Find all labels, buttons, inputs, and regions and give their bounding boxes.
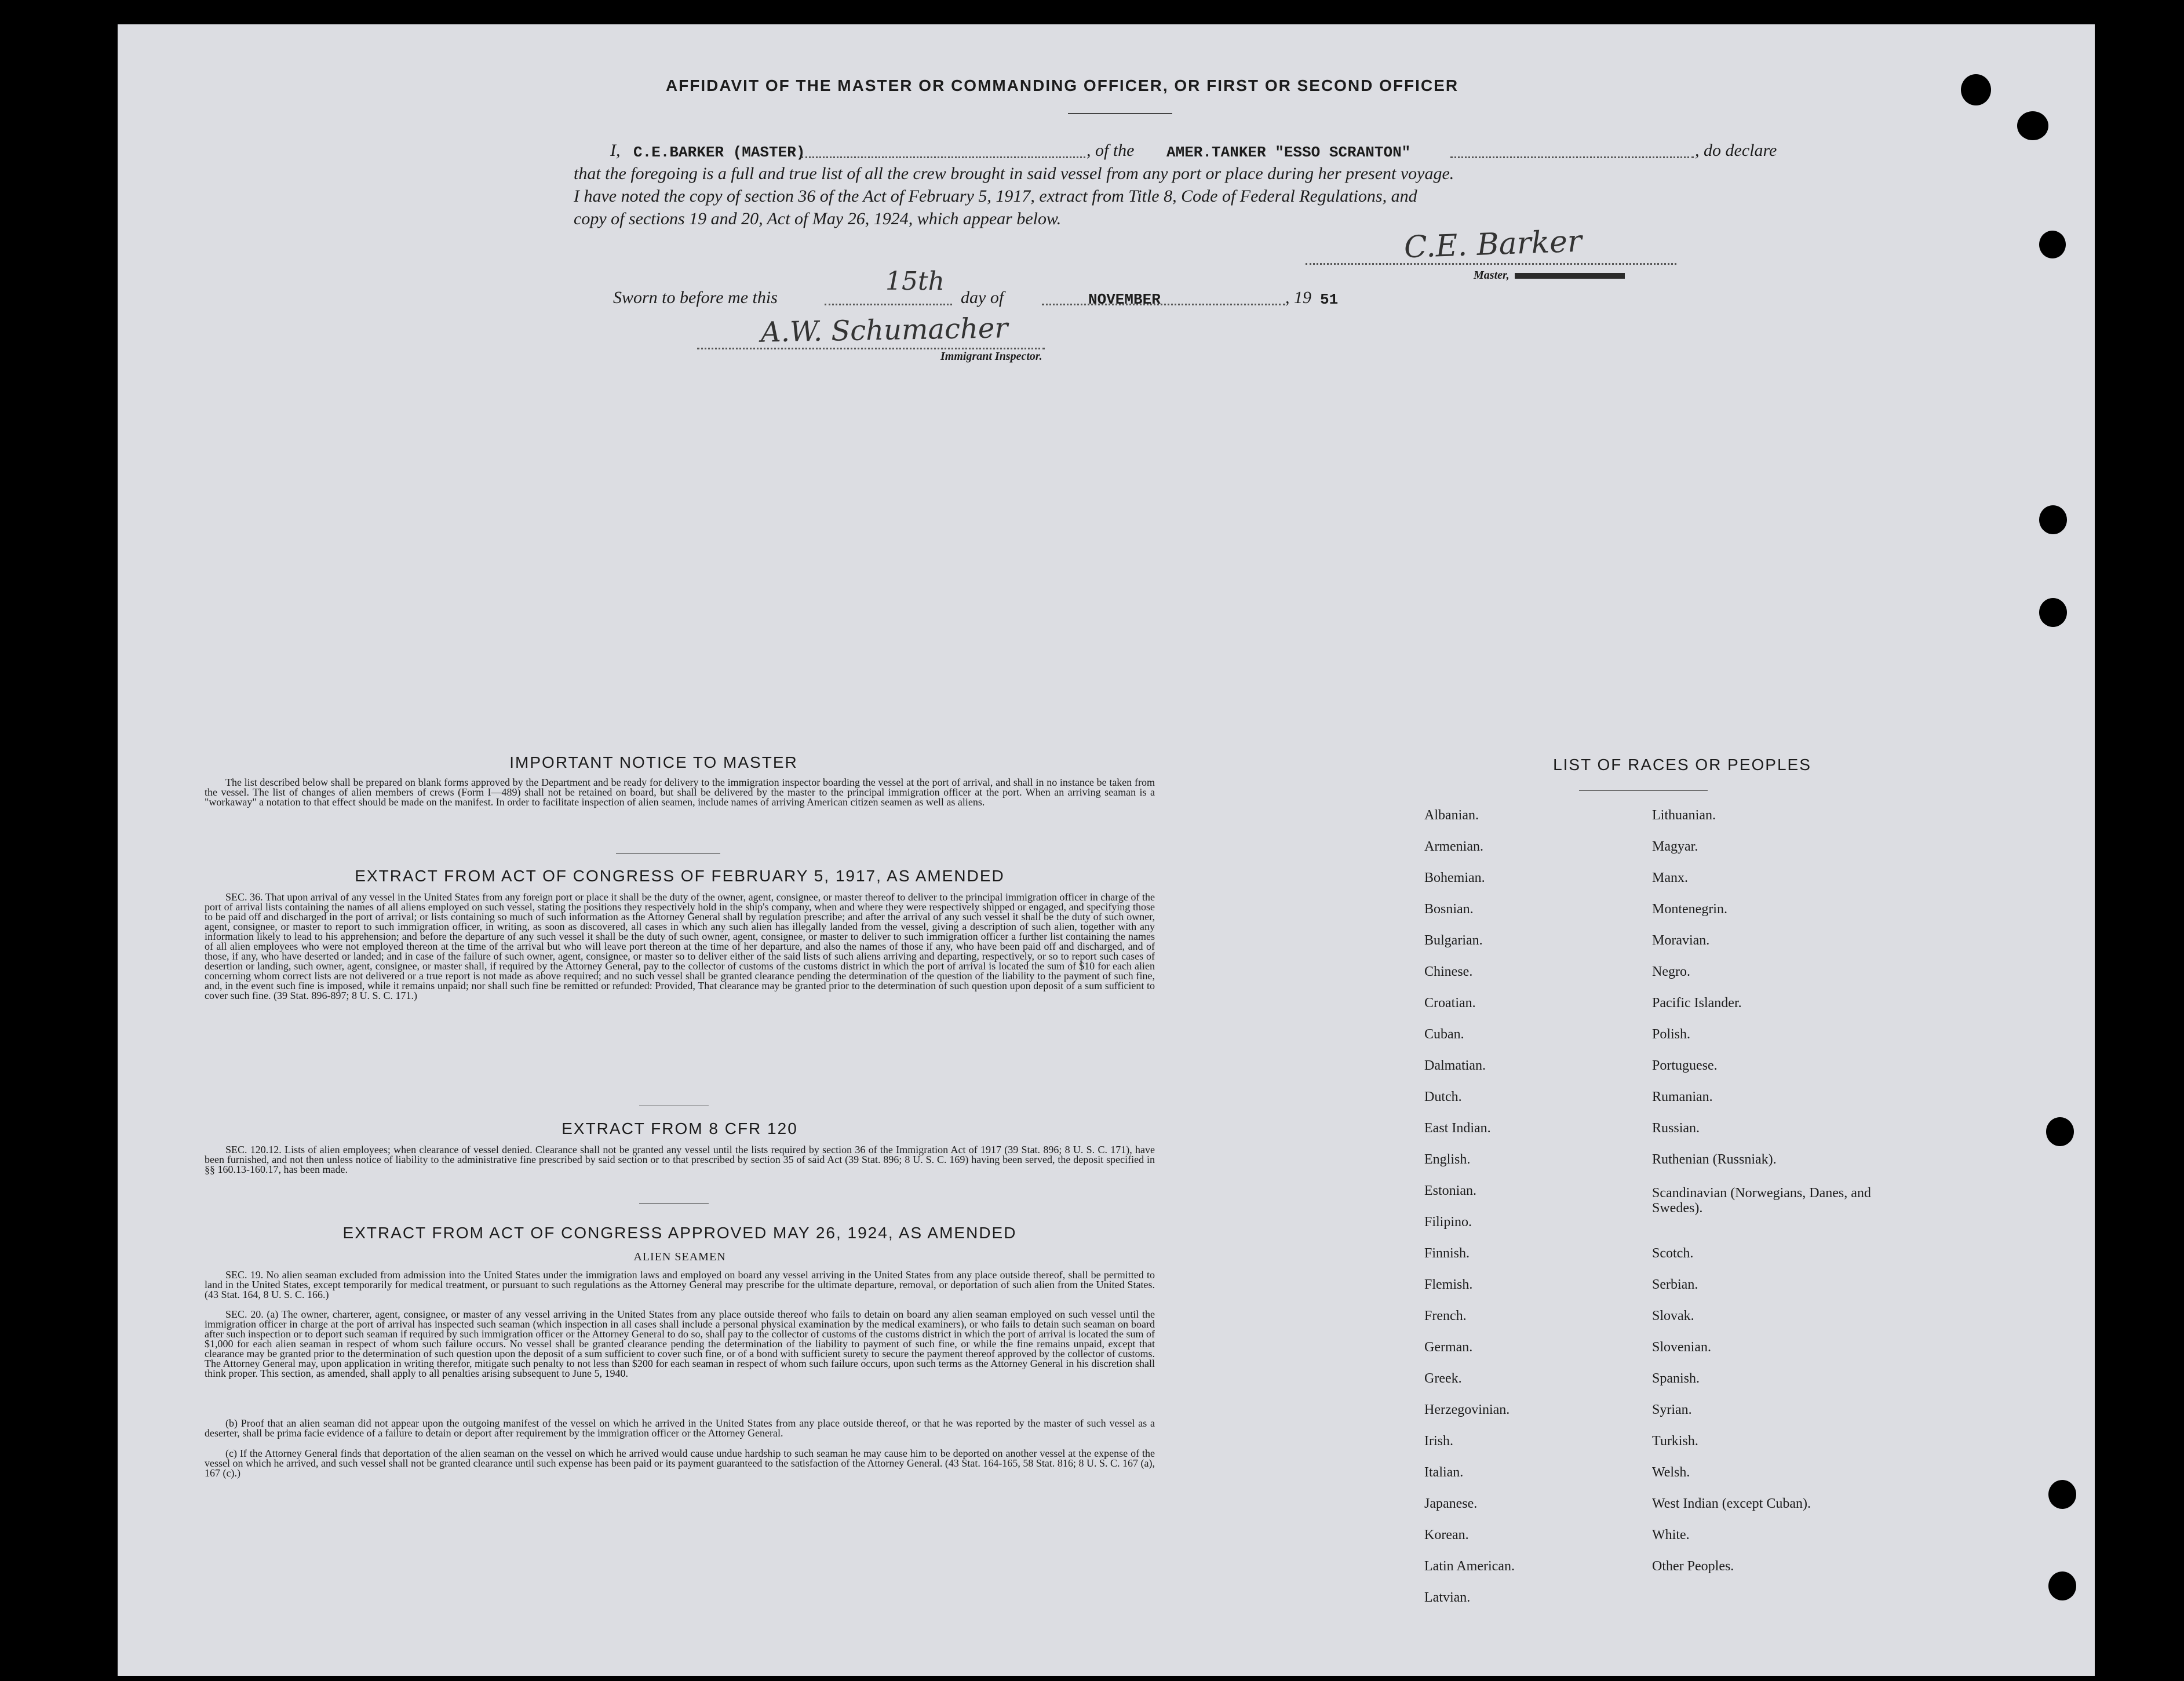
- punch-hole: [2039, 598, 2067, 627]
- race-item: Latvian.: [1424, 1590, 1471, 1605]
- race-item: Slovenian.: [1652, 1340, 1711, 1355]
- punch-hole: [2048, 1571, 2076, 1600]
- race-item: Other Peoples.: [1652, 1559, 1734, 1574]
- race-item: Turkish.: [1652, 1434, 1698, 1449]
- race-item: Ruthenian (Russniak).: [1652, 1152, 1777, 1167]
- race-item: West Indian (except Cuban).: [1652, 1496, 1811, 1511]
- extract1917-heading: EXTRACT FROM ACT OF CONGRESS OF FEBRUARY 5, 1917, AS AMENDED: [355, 867, 1005, 885]
- extract1924-sec20c: (c) If the Attorney General finds that deportation of the alien seaman on the vessel on which he arrived would cause undue hardship to such seaman he may cause him to be deported on another vessel at the expense of the vessel on which he arrived, and such vessel shall not be granted clearance until such expense has been paid or its payment guaranteed to the satisfaction of the Attorney General. (43 Stat. 164-165, 58 Stat. 816; 8 U. S. C. 167 (a), 167 (c).): [205, 1447, 1155, 1479]
- race-item: Portuguese.: [1652, 1058, 1718, 1073]
- race-item: Bosnian.: [1424, 902, 1474, 917]
- race-item: Albanian.: [1424, 808, 1479, 823]
- race-item: Estonian.: [1424, 1183, 1476, 1198]
- race-item: Serbian.: [1652, 1277, 1698, 1292]
- race-item: English.: [1424, 1152, 1471, 1167]
- sworn-line: [613, 267, 1482, 315]
- race-item: Manx.: [1652, 870, 1688, 885]
- race-item: Croatian.: [1424, 996, 1476, 1011]
- race-item: Lithuanian.: [1652, 808, 1716, 823]
- extract1924-subheading: ALIEN SEAMEN: [633, 1250, 726, 1263]
- notice-heading: IMPORTANT NOTICE TO MASTER: [509, 753, 798, 771]
- race-item: Korean.: [1424, 1527, 1469, 1543]
- race-item: Pacific Islander.: [1652, 996, 1742, 1011]
- race-item: Japanese.: [1424, 1496, 1478, 1511]
- affidavit-do-declare: , do declare: [1695, 141, 1777, 160]
- sworn-month: NOVEMBER: [1088, 291, 1161, 308]
- inspector-caption: Immigrant Inspector.: [940, 350, 1042, 363]
- race-item: Chinese.: [1424, 964, 1473, 979]
- race-item: French.: [1424, 1308, 1467, 1323]
- affidavit-of-the: , of the: [1086, 141, 1135, 160]
- sworn-prefix: Sworn to before me this: [613, 288, 778, 307]
- race-item: Cuban.: [1424, 1027, 1464, 1042]
- sworn-day: 15th: [885, 267, 945, 296]
- race-item: Italian.: [1424, 1465, 1464, 1480]
- race-item: Moravian.: [1652, 933, 1710, 948]
- master-signature: C.E. Barker: [1403, 224, 1583, 265]
- race-item: Irish.: [1424, 1434, 1453, 1449]
- notice-text: The list described below shall be prepared on blank forms approved by the Department and be ready for delivery to the immigration inspector boarding the vessel at the port of arrival, and shall in no instance be taken from the vessel. The list of changes of alien members of crews (Form I—489) shall not be retained on board, but shall be delivered by the master to the principal immigration officer at the port. When an arriving seaman is a "workaway" a notation to that effect should be made on the manifest. In order to facilitate inspection of alien seamen, include names of arriving American citizen seamen as well as aliens.: [205, 776, 1155, 808]
- extract1924-sec20a: SEC. 20. (a) The owner, charterer, agent, consignee, or master of any vessel arriving in the United States from any place outside thereof who fails to detain on board any alien seaman employed on such vessel until the immigration officer in charge at the port of arrival has inspected such seaman (which inspection in all cases shall include a personal physical examination by the medical examiners), or who fails to detain such seaman on board after such inspection or to deport such seaman if required by such immigration officer or the Attorney General to do so, shall pay to the collector of customs of the customs district in which the port of arrival is located the sum of $1,000 for each alien seaman in respect of whom such failure occurs. No vessel shall be granted clearance pending the determination of the liability to payment of such fine, or while the fine remains unpaid, except that clearance may be granted prior to the determination of such question upon the deposit of a sum sufficient to cover such fine, or of a bond with sufficient surety to secure the payment thereof approved by the collector of customs. The Attorney General may, upon application in writing therefor, mitigate such penalty to not less than $200 for each seaman in respect of whom such failure occurs, upon such terms as the Attorney General in his discretion shall think proper. This section, as amended, shall apply to all penalties arising subsequent to June 5, 1940.: [205, 1308, 1155, 1379]
- race-item: Filipino.: [1424, 1215, 1472, 1230]
- race-item: Syrian.: [1652, 1402, 1692, 1417]
- race-item: Polish.: [1652, 1027, 1691, 1042]
- punch-hole: [2017, 111, 2048, 140]
- punch-hole: [1961, 74, 1991, 105]
- extract1924-sec20b: (b) Proof that an alien seaman did not appear upon the outgoing manifest of the vessel on which he arrived in the United States from any place outside thereof, or that he was reported by the master of such vessel as a deserter, shall be prima facie evidence of a failure to detain or deport after requirement by the immigration officer or the Attorney General.: [205, 1417, 1155, 1439]
- master-caption-text: Master,: [1474, 269, 1510, 282]
- race-item: German.: [1424, 1340, 1473, 1355]
- declarant-name: C.E.BARKER (MASTER): [633, 144, 805, 161]
- punch-hole: [2048, 1480, 2076, 1509]
- notice-rule: [616, 853, 720, 854]
- cfr-heading: EXTRACT FROM 8 CFR 120: [562, 1120, 798, 1137]
- affidavit-i: I,: [610, 141, 621, 160]
- declarant-dots: [801, 156, 1085, 158]
- races-heading: LIST OF RACES OR PEOPLES: [1553, 756, 1811, 774]
- race-item: Greek.: [1424, 1371, 1462, 1386]
- master-signature-line: [1306, 263, 1676, 265]
- race-item: Welsh.: [1652, 1465, 1690, 1480]
- affidavit-line4: copy of sections 19 and 20, Act of May 26, 1924, which appear below.: [574, 209, 1062, 228]
- sworn-day-of: day of: [961, 288, 1004, 307]
- race-item: Bohemian.: [1424, 870, 1485, 885]
- vessel-name: AMER.TANKER "ESSO SCRANTON": [1166, 144, 1411, 161]
- inspector-signature-line: [697, 348, 1045, 349]
- inspector-signature: A.W. Schumacher: [760, 312, 1008, 349]
- race-item: Magyar.: [1652, 839, 1698, 854]
- affidavit-line2: that the foregoing is a full and true list of all the crew brought in said vessel from any port or place during her present voyage.: [574, 164, 1454, 183]
- race-item: White.: [1652, 1527, 1690, 1543]
- race-item: Scotch.: [1652, 1246, 1694, 1261]
- race-item: Slovak.: [1652, 1308, 1694, 1323]
- race-item: Latin American.: [1424, 1559, 1515, 1574]
- cfr-text: SEC. 120.12. Lists of alien employees; when clearance of vessel denied. Clearance shall not be granted any vessel until the lists required by section 36 of the Immigration Act of 1917 (39 Stat. 896; 8 U. S. C. 171), have been furnished, and not then unless notice of liability to the administrative fine prescribed by said section or to that prescribed by section 35 of said Act (39 Stat. 896; 8 U. S. C. 169) having been served, the deposit specified in §§ 160.13-160.17, has been made.: [205, 1144, 1155, 1175]
- race-item: Armenian.: [1424, 839, 1483, 854]
- title-rule: [1068, 113, 1172, 114]
- sworn-year-prefix: , 19: [1285, 288, 1311, 307]
- document-page: [118, 24, 2095, 1676]
- race-item: Flemish.: [1424, 1277, 1473, 1292]
- race-item: East Indian.: [1424, 1121, 1491, 1136]
- extract1924-sec19: SEC. 19. No alien seaman excluded from admission into the United States under the immigration laws and employed on board any vessel arriving in the United States from any place outside thereof, shall be permitted to land in the United States, except temporarily for medical treatment, or pursuant to such regulations as the Attorney General may prescribe for the ultimate departure, removal, or deportation of such alien from the United States. (43 Stat. 164, 8 U. S. C. 166.): [205, 1269, 1155, 1300]
- sworn-day-dots: [825, 304, 952, 305]
- extract1924-heading: EXTRACT FROM ACT OF CONGRESS APPROVED MAY 26, 1924, AS AMENDED: [342, 1224, 1017, 1242]
- races-rule: [1579, 790, 1708, 791]
- race-item: Dutch.: [1424, 1089, 1462, 1104]
- struck-text: [1515, 273, 1625, 279]
- sworn-month-dots: [1042, 304, 1285, 305]
- punch-hole: [2039, 231, 2066, 258]
- punch-hole: [2039, 505, 2067, 534]
- extract1917-text: SEC. 36. That upon arrival of any vessel in the United States from any foreign port or place it shall be the duty of the owner, agent, consignee, or master thereof to deliver to the principal immigration officer in charge of the port of arrival lists containing the names of all aliens employed on such vessel, stating the positions they respectively hold in the ship's company, when and where they were respectively shipped or engaged, and specifying those to be paid off and discharged in the port of arrival; or lists containing so much of such information as the Attorney General shall by regulation prescribe; and after the arrival of any such vessel it shall be the duty of such owner, agent, consignee, or master to report to such immigration officer, in writing, as soon as discovered, all cases in which any such alien has illegally landed from the vessel, giving a description of such alien, together with any information likely to lead to his apprehension; and before the departure of any such vessel it shall be the duty of such owner, agent, consignee, or master to deliver to such immigration officer a further list containing the names of all alien employees who were not employed thereon at the time of the arrival but who will leave port thereon at the time of her departure, and also the names of those if any, who have been paid off and discharged, and of those, if any, who have deserted or landed; and in case of the failure of such owner, agent, consignee, or master so to deliver either of the said lists of such aliens arriving and departing, respectively, or so to report such cases of desertion or landing, such owner, agent, consignee, or master shall, if required by the Attorney General, pay to the collector of customs of the customs district in which the port of arrival is located the sum of $10 for each alien concerning whom correct lists are not delivered or a true report is not made as above required; and no such vessel shall be granted clearance pending the determination of the question of the liability to the payment of such fine, and, in the event such fine is imposed, while it remains unpaid; nor shall such fine be remitted or refunded: Provided, That clearance may be granted prior to the determination of such question upon deposit of a sum sufficient to cover such fine. (39 Stat. 896-897; 8 U. S. C. 171.): [205, 891, 1155, 1001]
- race-item: Bulgarian.: [1424, 933, 1483, 948]
- sworn-year: 51: [1320, 291, 1339, 308]
- punch-hole: [2046, 1117, 2074, 1146]
- affidavit-title: AFFIDAVIT OF THE MASTER OR COMMANDING OFFICER, OR FIRST OR SECOND OFFICER: [665, 76, 1459, 94]
- race-item: Montenegrin.: [1652, 902, 1727, 917]
- race-item: Dalmatian.: [1424, 1058, 1486, 1073]
- race-item: Scandinavian (Norwegians, Danes, and Swedes).: [1652, 1186, 1871, 1216]
- race-item: Herzegovinian.: [1424, 1402, 1510, 1417]
- race-item: Spanish.: [1652, 1371, 1700, 1386]
- race-item: Finnish.: [1424, 1246, 1470, 1261]
- race-item: Negro.: [1652, 964, 1690, 979]
- race-item: Russian.: [1652, 1121, 1700, 1136]
- affidavit-line3: I have noted the copy of section 36 of the Act of February 5, 1917, extract from Title 8, Code of Federal Regulations, and: [574, 187, 1417, 206]
- vessel-dots: [1450, 156, 1694, 158]
- cfr-rule: [639, 1203, 709, 1204]
- race-item: Rumanian.: [1652, 1089, 1713, 1104]
- master-caption: [1474, 269, 1625, 282]
- affidavit-line1: [610, 139, 1827, 162]
